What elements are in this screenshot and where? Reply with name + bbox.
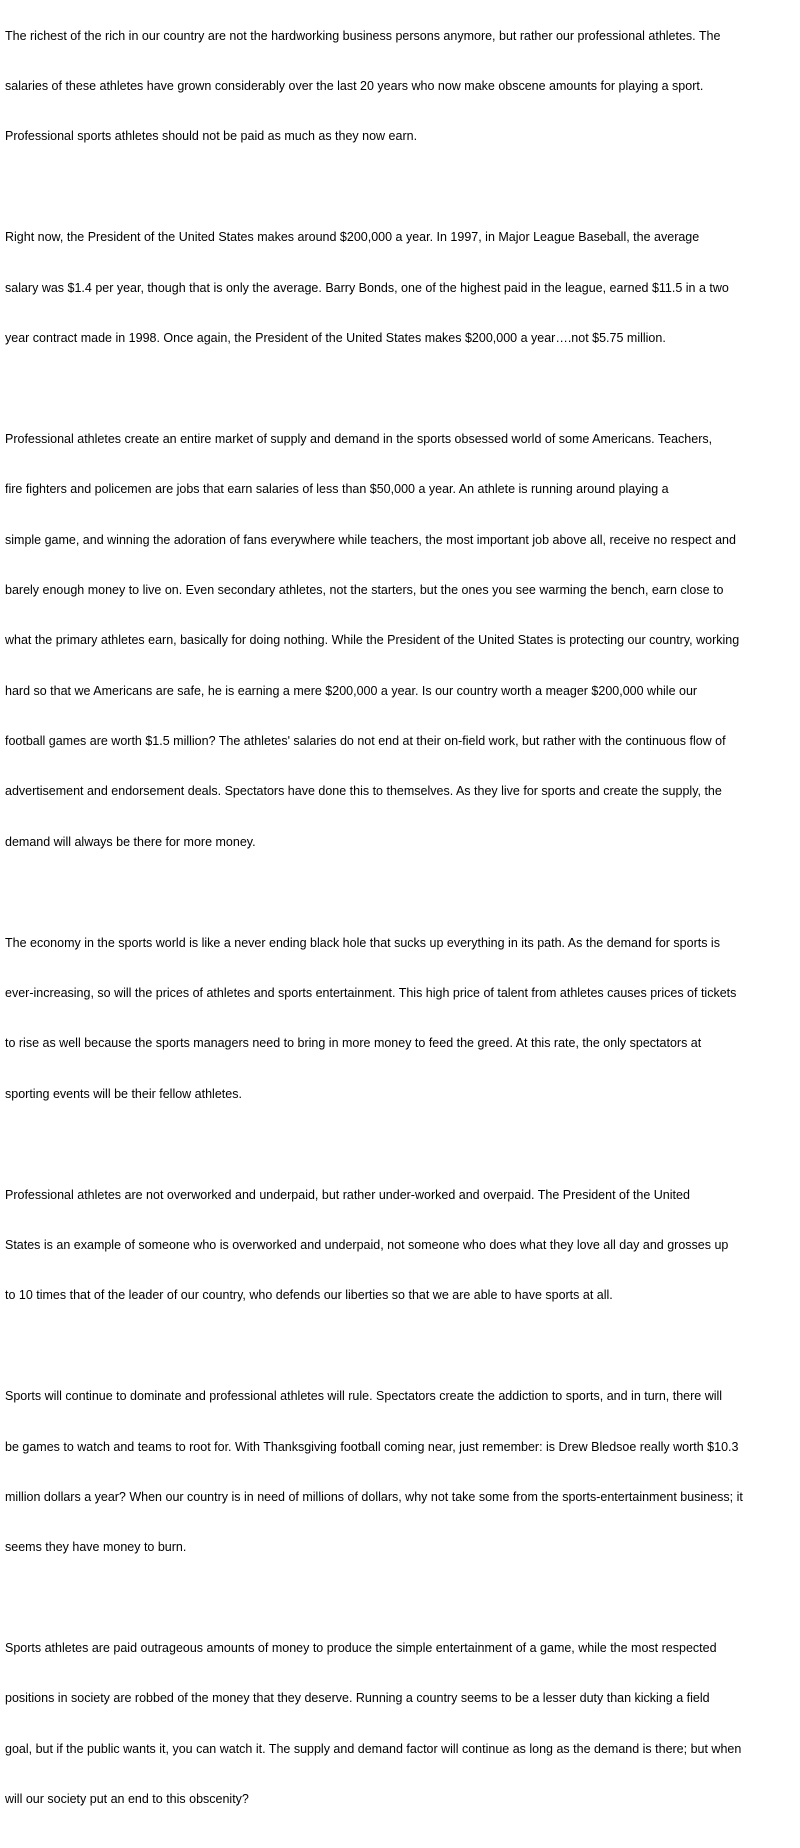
text-line: Sports athletes are paid outrageous amounts of money to produce the simple entertainment of a game, while the most respected bbox=[5, 1641, 717, 1656]
text-line: ever-increasing, so will the prices of athletes and sports entertainment. This high price of talent from athletes causes prices of tickets bbox=[5, 986, 737, 1001]
text-line: The richest of the rich in our country are not the hardworking business persons anymore, but rather our professional athletes. The bbox=[5, 28, 721, 43]
paragraph-gap bbox=[5, 884, 800, 901]
paragraph-gap bbox=[5, 1136, 800, 1153]
text-line: demand will always be there for more money. bbox=[5, 834, 256, 849]
text-line: Right now, the President of the United States makes around $200,000 a year. In 1997, in Major League Baseball, the average bbox=[5, 230, 700, 245]
text-line: be games to watch and teams to root for. With Thanksgiving football coming near, just remember: is Drew Bledsoe really worth $10.3 bbox=[5, 1439, 739, 1454]
paragraph-7 bbox=[5, 1607, 800, 1842]
paragraph-2 bbox=[5, 196, 800, 381]
text-line: States is an example of someone who is overworked and underpaid, not someone who does what they love all day and grosses up bbox=[5, 1237, 729, 1252]
text-line: year contract made in 1998. Once again, the President of the United States makes $200,000 a year….not $5.75 million. bbox=[5, 330, 666, 345]
paragraph-gap bbox=[5, 1590, 800, 1607]
paragraph-gap bbox=[5, 380, 800, 397]
text-line: will our society put an end to this obscenity? bbox=[5, 1792, 249, 1807]
text-line: to rise as well because the sports managers need to bring in more money to feed the greed. At this rate, the only spectators at bbox=[5, 1036, 702, 1051]
paragraph-4 bbox=[5, 901, 800, 1136]
text-line: hard so that we Americans are safe, he is earning a mere $200,000 a year. Is our country worth a meager $200,000 while our bbox=[5, 683, 698, 698]
text-line: barely enough money to live on. Even secondary athletes, not the starters, but the ones you see warming the bench, earn close to bbox=[5, 582, 724, 597]
text-line: what the primary athletes earn, basically for doing nothing. While the President of the United States is protecting our country, working bbox=[5, 633, 740, 648]
paragraph-1 bbox=[5, 0, 800, 179]
text-line: The economy in the sports world is like a never ending black hole that sucks up everything in its path. As the demand for sports is bbox=[5, 935, 720, 950]
paragraph-gap bbox=[5, 179, 800, 196]
paragraph-5 bbox=[5, 1153, 800, 1338]
text-line: salary was $1.4 per year, though that is only the average. Barry Bonds, one of the highest paid in the league, earned $11.5 in a two bbox=[5, 280, 729, 295]
paragraph-gap bbox=[5, 1338, 800, 1355]
paragraph-3 bbox=[5, 397, 800, 884]
text-line: advertisement and endorsement deals. Spectators have done this to themselves. As they live for sports and create the supply, the bbox=[5, 784, 722, 799]
text-line: positions in society are robbed of the money that they deserve. Running a country seems to be a lesser duty than kicking a field bbox=[5, 1691, 710, 1706]
paragraph-6 bbox=[5, 1355, 800, 1590]
text-line: Professional athletes create an entire market of supply and demand in the sports obsessed world of some Americans. Teachers, bbox=[5, 431, 713, 446]
text-line: fire fighters and policemen are jobs that earn salaries of less than $50,000 a year. An athlete is running around playing a bbox=[5, 482, 669, 497]
text-line: to 10 times that of the leader of our country, who defends our liberties so that we are able to have sports at all. bbox=[5, 1288, 613, 1303]
text-line: Professional athletes are not overworked and underpaid, but rather under-worked and overpaid. The President of the United bbox=[5, 1187, 690, 1202]
text-line: salaries of these athletes have grown considerably over the last 20 years who now make obscene amounts for playing a sport. bbox=[5, 78, 704, 93]
text-line: simple game, and winning the adoration of fans everywhere while teachers, the most important job above all, receive no respect and bbox=[5, 532, 736, 547]
text-line: goal, but if the public wants it, you can watch it. The supply and demand factor will continue as long as the demand is there; but when bbox=[5, 1741, 742, 1756]
text-line: sporting events will be their fellow athletes. bbox=[5, 1086, 242, 1101]
text-line: Professional sports athletes should not be paid as much as they now earn. bbox=[5, 129, 418, 144]
text-line: Sports will continue to dominate and professional athletes will rule. Spectators create the addiction to sports, and in turn, there will bbox=[5, 1389, 723, 1404]
text-line: million dollars a year? When our country is in need of millions of dollars, why not take some from the sports-entertainment business; it bbox=[5, 1489, 743, 1504]
text-line: football games are worth $1.5 million? The athletes' salaries do not end at their on-field work, but rather with the continuous flow of bbox=[5, 734, 726, 749]
text-line: seems they have money to burn. bbox=[5, 1540, 187, 1555]
